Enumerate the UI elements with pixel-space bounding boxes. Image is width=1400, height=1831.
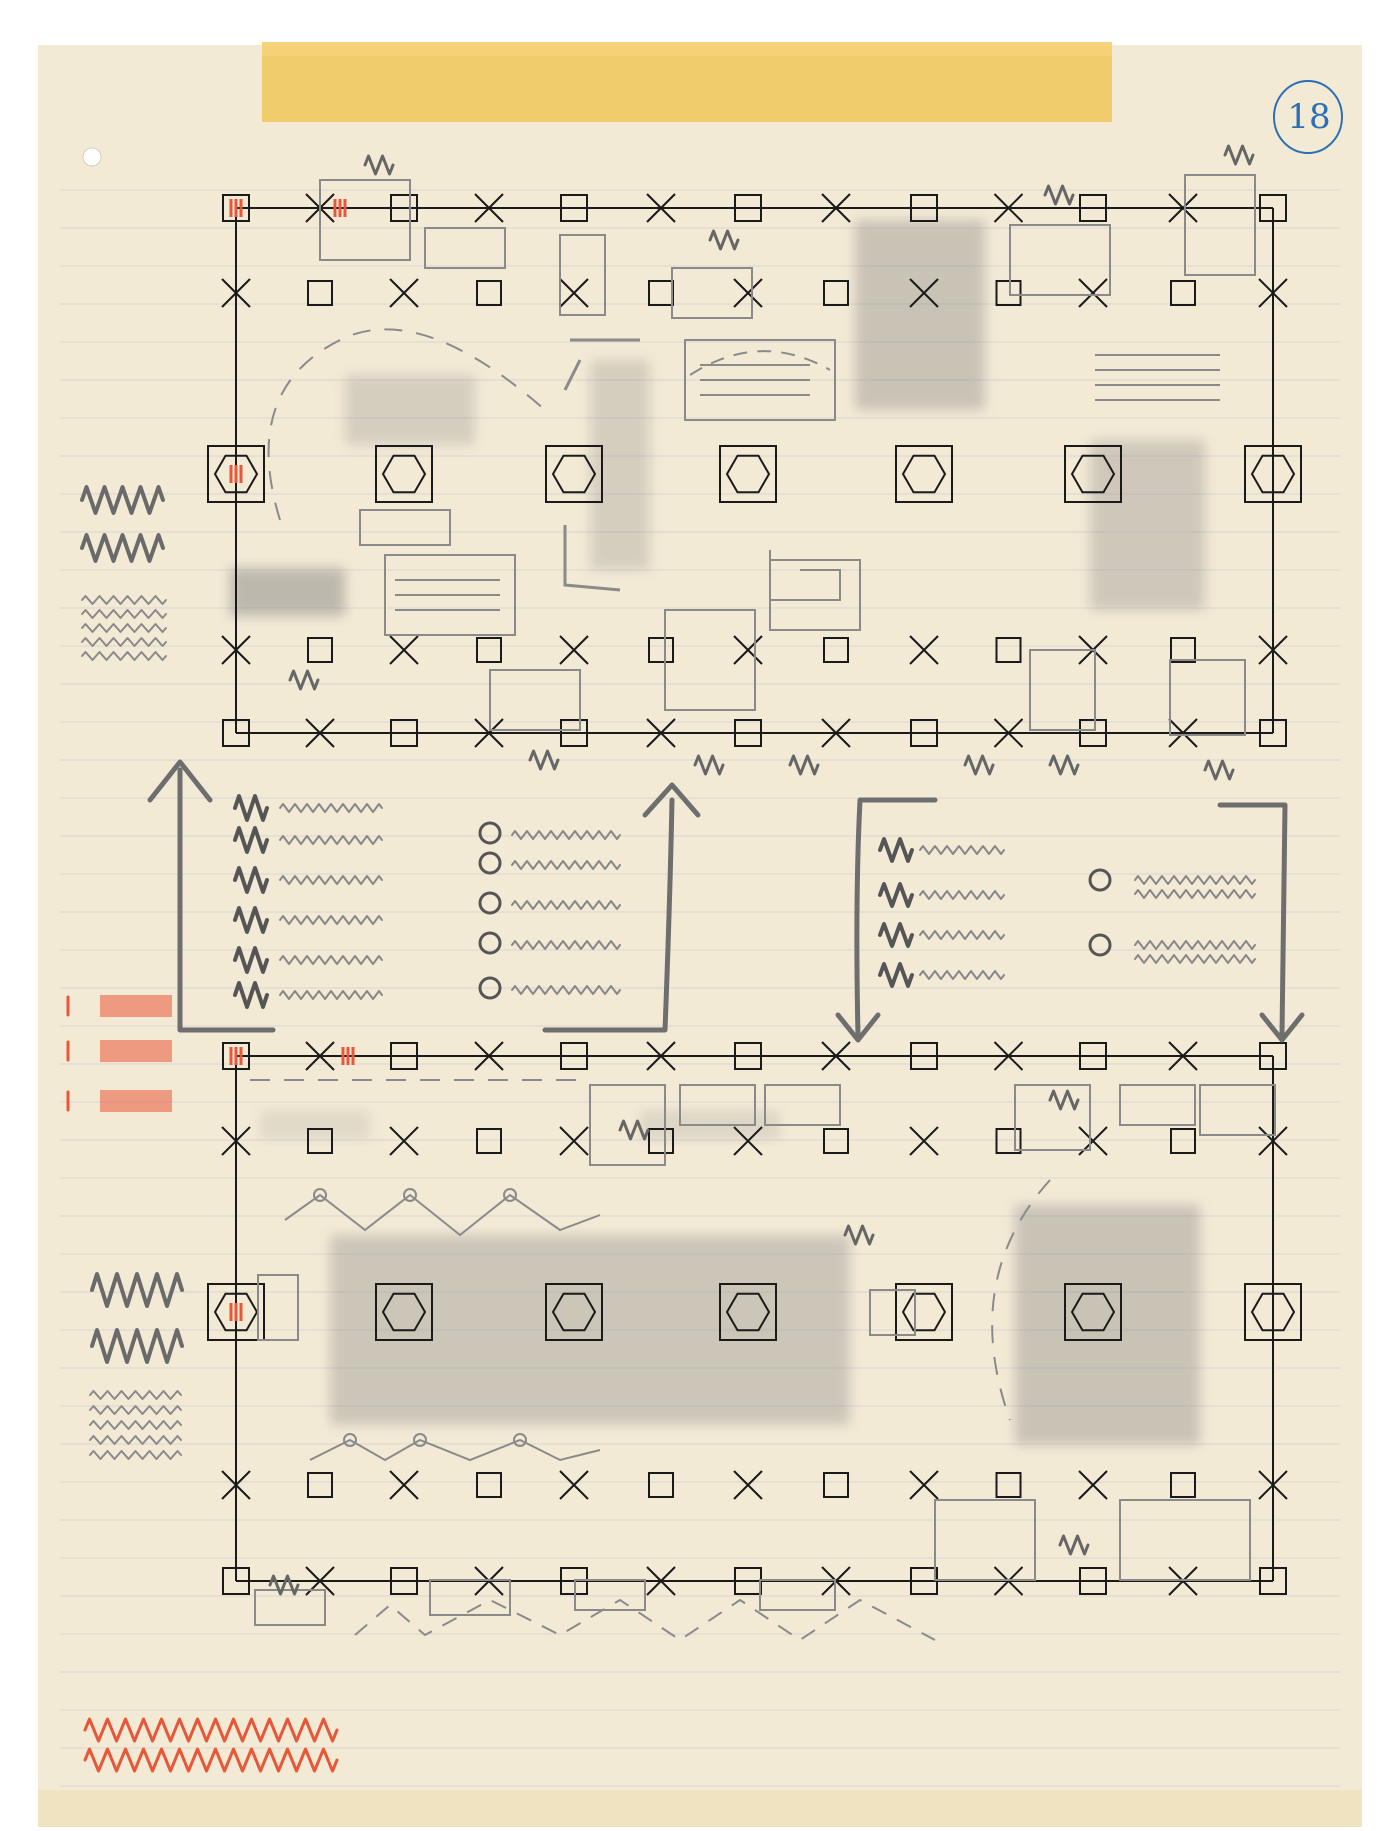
- shaded-area: [345, 375, 475, 445]
- page-number: 18: [1287, 97, 1331, 137]
- paper-bottom-strip: [38, 1790, 1362, 1827]
- punch-hole: [83, 148, 101, 166]
- tape-highlight: [262, 42, 1112, 56]
- red-swatch: [100, 1090, 172, 1112]
- shaded-area: [590, 360, 650, 570]
- shaded-area: [855, 220, 985, 410]
- shaded-area: [260, 1110, 370, 1140]
- red-swatch: [100, 1040, 172, 1062]
- shaded-area: [230, 568, 345, 616]
- red-swatch: [100, 995, 172, 1017]
- shaded-area: [1090, 440, 1205, 610]
